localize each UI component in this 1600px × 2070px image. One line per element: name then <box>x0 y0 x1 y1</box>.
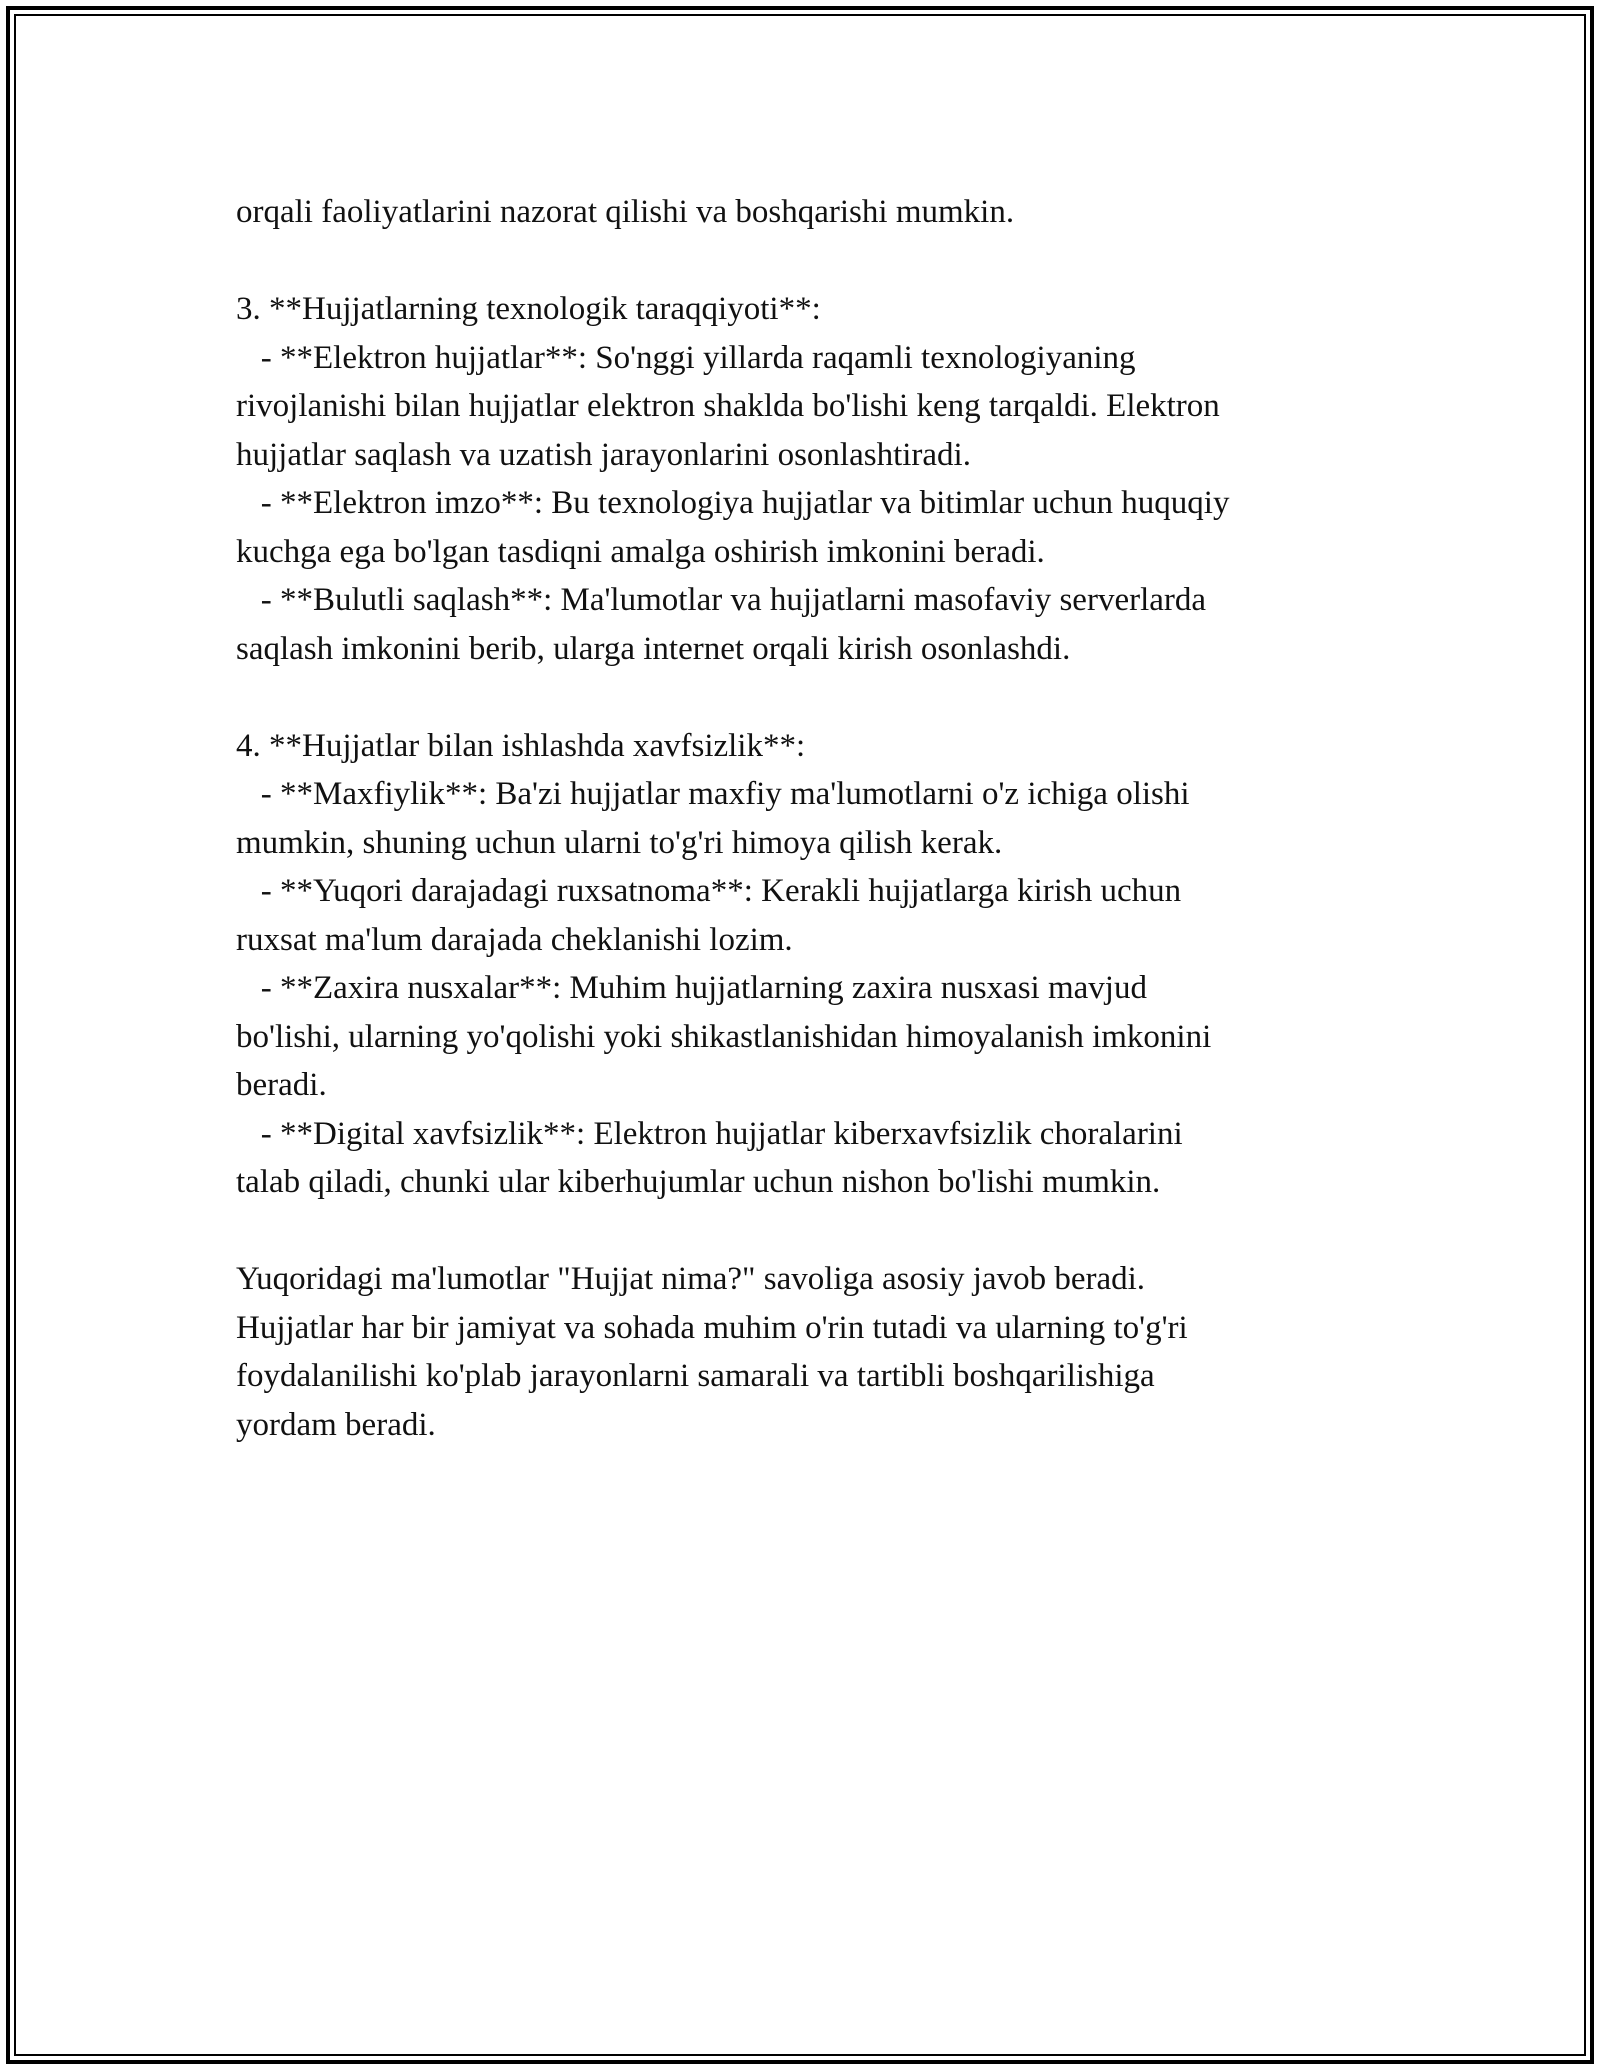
text-line: talab qiladi, chunki ular kiberhujumlar uchun nishon bo'lishi mumkin. <box>236 1164 1161 1200</box>
text-line: beradi. <box>236 1067 327 1103</box>
section-heading: 4. **Hujjatlar bilan ishlashda xavfsizlik**: <box>236 727 806 764</box>
text-line: - **Elektron imzo**: Bu texnologiya hujjatlar va bitimlar uchun huquqiy <box>236 485 1230 521</box>
text-line: - **Bulutli saqlash**: Ma'lumotlar va hujjatlarni masofaviy serverlarda <box>236 582 1207 618</box>
conclusion-line: yordam beradi. <box>236 1406 436 1443</box>
text-line: saqlash imkonini berib, ularga internet orqali kirish osonlashdi. <box>236 630 1071 667</box>
text-line: orqali faoliyatlarini nazorat qilishi va boshqarishi mumkin. <box>236 194 1015 230</box>
blank-line <box>236 237 1366 286</box>
conclusion-line: foydalanilishi ko'plab jarayonlarni samarali va tartibli boshqarilishiga <box>236 1358 1155 1394</box>
conclusion-line: Hujjatlar har bir jamiyat va sohada muhim o'rin tutadi va ularning to'g'ri <box>236 1309 1188 1346</box>
blank-line <box>236 1207 1366 1256</box>
text-line: bo'lishi, ularning yo'qolishi yoki shikastlanishidan himoyalanish imkonini <box>236 1018 1212 1055</box>
text-line: hujjatlar saqlash va uzatish jarayonlarini osonlashtiradi. <box>236 436 971 473</box>
conclusion-line: Yuqoridagi ma'lumotlar "Hujjat nima?" savoliga asosiy javob beradi. <box>236 1261 1146 1297</box>
text-line: mumkin, shuning uchun ularni to'g'ri himoya qilish kerak. <box>236 824 1003 861</box>
text-line: - **Elektron hujjatlar**: So'nggi yillarda raqamli texnologiyaning <box>236 339 1136 376</box>
text-line: rivojlanishi bilan hujjatlar elektron shaklda bo'lishi keng tarqaldi. Elektron <box>236 388 1220 424</box>
text-line: - **Yuqori darajadagi ruxsatnoma**: Kerakli hujjatlarga kirish uchun <box>236 873 1182 909</box>
text-line: - **Maxfiylik**: Ba'zi hujjatlar maxfiy ma'lumotlarni o'z ichiga olishi <box>236 776 1190 812</box>
text-line: - **Zaxira nusxalar**: Muhim hujjatlarning zaxira nusxasi mavjud <box>236 970 1147 1006</box>
section-heading: 3. **Hujjatlarning texnologik taraqqiyoti**: <box>236 291 821 327</box>
text-line: - **Digital xavfsizlik**: Elektron hujjatlar kiberxavfsizlik choralarini <box>236 1115 1183 1152</box>
document-body <box>236 188 1366 1449</box>
text-line: ruxsat ma'lum darajada cheklanishi lozim. <box>236 921 793 958</box>
text-line: kuchga ega bo'lgan tasdiqni amalga oshirish imkonini beradi. <box>236 533 1045 570</box>
blank-line <box>236 673 1366 722</box>
